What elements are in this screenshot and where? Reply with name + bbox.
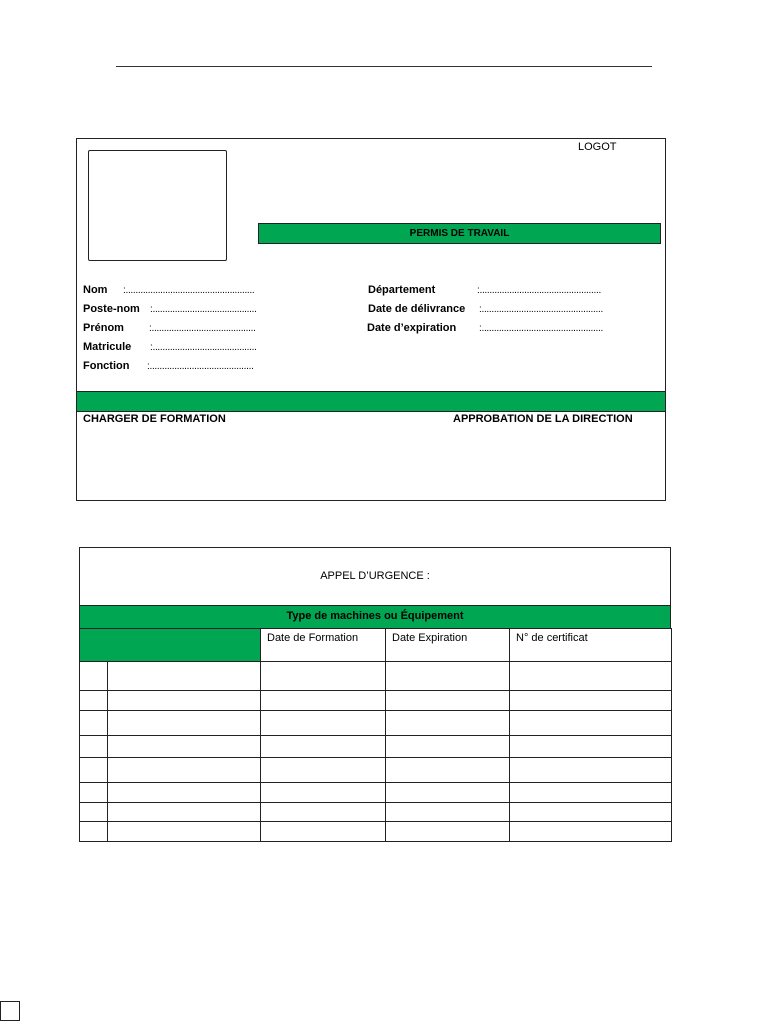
date-formation-cell[interactable] xyxy=(261,736,386,758)
equipment-cell[interactable] xyxy=(108,783,261,803)
table-row xyxy=(80,736,672,758)
row-number-cell[interactable] xyxy=(80,691,108,711)
column-date-formation: Date de Formation xyxy=(261,629,386,662)
certificat-cell[interactable] xyxy=(510,803,672,822)
date-expiration-cell[interactable] xyxy=(386,758,510,783)
certificat-cell[interactable] xyxy=(510,822,672,842)
table-row xyxy=(80,662,672,691)
date-expiration-cell[interactable] xyxy=(386,822,510,842)
equipment-cell[interactable] xyxy=(108,662,261,691)
certificat-cell[interactable] xyxy=(510,758,672,783)
signature-approbation-direction: APPROBATION DE LA DIRECTION xyxy=(453,413,633,425)
emergency-call: APPEL D’URGENCE : xyxy=(79,547,671,605)
equipment-cell[interactable] xyxy=(108,803,261,822)
field-label-fonction: Fonction xyxy=(83,360,130,372)
certificat-cell[interactable] xyxy=(510,662,672,691)
field-line-matricule[interactable]: :.......................................... xyxy=(150,342,257,353)
date-expiration-cell[interactable] xyxy=(386,691,510,711)
table-row xyxy=(80,691,672,711)
photo-placeholder xyxy=(88,150,227,261)
equipment-type-column xyxy=(80,629,261,662)
column-date-expiration: Date Expiration xyxy=(386,629,510,662)
row-number-cell[interactable] xyxy=(80,662,108,691)
table-row xyxy=(80,783,672,803)
table-row xyxy=(80,758,672,783)
row-number-cell[interactable] xyxy=(80,736,108,758)
field-label-poste-nom: Poste-nom xyxy=(83,303,140,315)
certificat-cell[interactable] xyxy=(510,711,672,736)
date-formation-cell[interactable] xyxy=(261,822,386,842)
field-label-matricule: Matricule xyxy=(83,341,132,353)
table-row xyxy=(80,803,672,822)
equipment-table xyxy=(79,628,672,842)
field-line-nom[interactable]: :.................................................... xyxy=(123,285,255,296)
field-label-date-expiration: Date d’expiration xyxy=(367,322,457,334)
corner-box xyxy=(0,1001,20,1021)
certificat-cell[interactable] xyxy=(510,691,672,711)
field-line-date-expiration[interactable]: :................................................. xyxy=(479,323,603,334)
row-number-cell[interactable] xyxy=(80,822,108,842)
field-line-date-delivrance[interactable]: :................................................. xyxy=(479,304,603,315)
equipment-header: Type de machines ou Équipement xyxy=(79,605,671,629)
field-line-departement[interactable]: :................................................. xyxy=(477,285,601,296)
date-expiration-cell[interactable] xyxy=(386,783,510,803)
top-rule xyxy=(116,66,652,67)
equipment-cell[interactable] xyxy=(108,711,261,736)
date-formation-cell[interactable] xyxy=(261,691,386,711)
equipment-table-header-row xyxy=(80,629,672,662)
equipment-cell[interactable] xyxy=(108,758,261,783)
row-number-cell[interactable] xyxy=(80,711,108,736)
date-formation-cell[interactable] xyxy=(261,803,386,822)
field-label-prenom: Prénom xyxy=(83,322,124,334)
work-permit-card xyxy=(76,138,666,501)
date-formation-cell[interactable] xyxy=(261,711,386,736)
row-number-cell[interactable] xyxy=(80,783,108,803)
field-line-prenom[interactable]: :.......................................... xyxy=(149,323,256,334)
table-row xyxy=(80,822,672,842)
certificat-cell[interactable] xyxy=(510,783,672,803)
row-number-cell[interactable] xyxy=(80,803,108,822)
equipment-cell[interactable] xyxy=(108,691,261,711)
permit-title: PERMIS DE TRAVAIL xyxy=(258,223,661,244)
date-formation-cell[interactable] xyxy=(261,662,386,691)
date-expiration-cell[interactable] xyxy=(386,803,510,822)
logo-label: LOGOT xyxy=(578,141,617,153)
signature-charger-formation: CHARGER DE FORMATION xyxy=(83,413,226,425)
table-row xyxy=(80,711,672,736)
date-expiration-cell[interactable] xyxy=(386,711,510,736)
date-formation-cell[interactable] xyxy=(261,758,386,783)
field-line-poste-nom[interactable]: :.......................................... xyxy=(150,304,257,315)
date-expiration-cell[interactable] xyxy=(386,736,510,758)
field-label-nom: Nom xyxy=(83,284,108,296)
date-expiration-cell[interactable] xyxy=(386,662,510,691)
row-number-cell[interactable] xyxy=(80,758,108,783)
date-formation-cell[interactable] xyxy=(261,783,386,803)
green-divider-band xyxy=(77,391,665,412)
field-line-fonction[interactable]: :.......................................... xyxy=(147,361,254,372)
column-certificat: N° de certificat xyxy=(510,629,672,662)
field-label-date-delivrance: Date de délivrance xyxy=(368,303,466,315)
field-label-departement: Département xyxy=(368,284,436,296)
equipment-cell[interactable] xyxy=(108,822,261,842)
equipment-cell[interactable] xyxy=(108,736,261,758)
certificat-cell[interactable] xyxy=(510,736,672,758)
